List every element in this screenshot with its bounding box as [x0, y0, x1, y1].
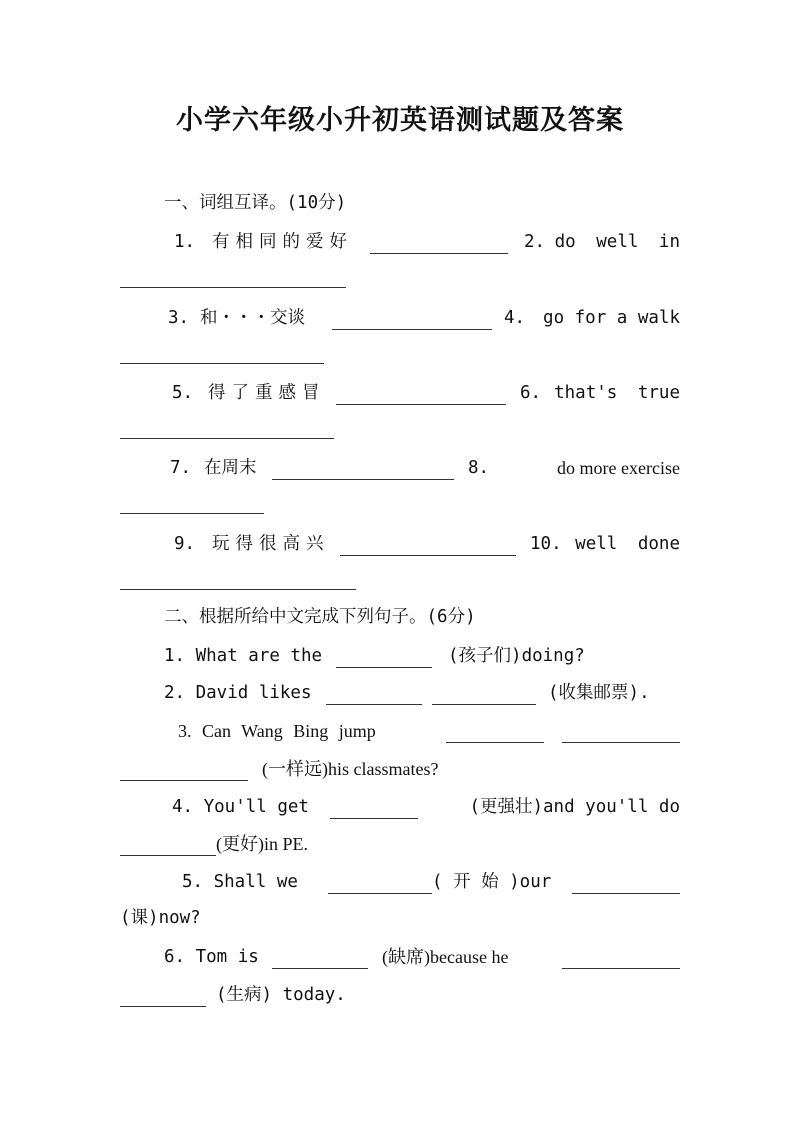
vocab-row-2-cont	[120, 344, 680, 372]
item-number: 8.	[468, 458, 490, 478]
answer-blank[interactable]	[332, 310, 492, 330]
sentence-4-cont	[120, 830, 680, 858]
answer-blank[interactable]	[336, 648, 432, 668]
sentence-3-cont	[120, 755, 680, 783]
sentence-text: (一样远)his classmates?	[262, 759, 439, 779]
item-text: that's true	[554, 383, 680, 403]
item-number: 7.	[170, 458, 192, 478]
sentence-text: 2. David likes	[164, 683, 312, 703]
item-number: 6.	[520, 383, 542, 403]
answer-blank[interactable]	[432, 685, 536, 705]
sentence-5	[120, 868, 680, 896]
vocab-row-1-cont	[120, 268, 680, 296]
answer-blank[interactable]	[120, 761, 248, 781]
sentence-text: (课)now?	[120, 908, 201, 928]
answer-blank[interactable]	[120, 268, 346, 288]
answer-blank[interactable]	[120, 836, 216, 856]
item-text: 玩得很高兴	[212, 534, 330, 554]
sentence-3	[120, 717, 680, 745]
item-number: 3.	[168, 308, 190, 328]
answer-blank[interactable]	[120, 987, 206, 1007]
answer-blank[interactable]	[340, 536, 516, 556]
document-title: 小学六年级小升初英语测试题及答案	[176, 105, 624, 136]
sentence-text: 5. Shall we	[182, 872, 298, 892]
sentence-text: (更强壮)and you'll do	[469, 797, 680, 817]
sentence-4	[120, 793, 680, 821]
item-text: 有相同的爱好	[212, 232, 353, 252]
vocab-row-4	[120, 454, 680, 482]
answer-blank[interactable]	[328, 874, 432, 894]
answer-blank[interactable]	[120, 570, 356, 590]
answer-blank[interactable]	[446, 723, 544, 743]
sentence-text: ( 开 始 )our	[432, 872, 552, 892]
answer-blank[interactable]	[562, 949, 680, 969]
item-text: well done	[575, 534, 680, 554]
section2-heading: 二、根据所给中文完成下列句子。(6分)	[164, 607, 476, 627]
sentence-text: (更好)in PE.	[216, 834, 308, 854]
vocab-row-3-cont	[120, 419, 680, 447]
sentence-2	[120, 679, 680, 707]
item-number: 1.	[174, 232, 196, 252]
vocab-row-4-cont	[120, 494, 680, 522]
vocab-row-2	[120, 304, 680, 332]
vocab-row-5-cont	[120, 570, 680, 598]
item-text: 在周末	[204, 458, 257, 478]
section1-heading: 一、词组互译。(10分)	[164, 193, 347, 213]
sentence-text: (孩子们)doing?	[448, 646, 585, 666]
answer-blank[interactable]	[120, 494, 264, 514]
sentence-text: 1. What are the	[164, 646, 323, 666]
item-number: 2.	[524, 232, 546, 252]
sentence-text: (缺席)because he	[382, 947, 509, 967]
answer-blank[interactable]	[336, 385, 506, 405]
sentence-text: (生病) today.	[216, 985, 346, 1005]
vocab-row-1	[120, 228, 680, 256]
item-text: go for a walk	[543, 308, 680, 328]
sentence-text: 4. You'll get	[172, 797, 309, 817]
sentence-5-cont	[120, 904, 680, 932]
answer-blank[interactable]	[370, 234, 508, 254]
answer-blank[interactable]	[272, 949, 368, 969]
vocab-row-5	[120, 530, 680, 558]
sentence-text: 6. Tom is	[164, 947, 259, 967]
vocab-row-3	[120, 379, 680, 407]
item-number: 10.	[530, 534, 562, 554]
sentence-text: 3. Can Wang Bing jump	[178, 721, 376, 741]
item-number: 4.	[504, 308, 526, 328]
item-text: 得了重感冒	[208, 383, 326, 403]
answer-blank[interactable]	[272, 460, 454, 480]
answer-blank[interactable]	[572, 874, 680, 894]
answer-blank[interactable]	[120, 344, 324, 364]
item-text: do well in	[554, 232, 680, 252]
sentence-6-cont	[120, 981, 680, 1009]
answer-blank[interactable]	[330, 799, 418, 819]
sentence-6	[120, 943, 680, 971]
item-number: 9.	[174, 534, 196, 554]
sentence-1	[120, 642, 680, 670]
item-text: 和・・・交谈	[200, 308, 305, 328]
item-number: 5.	[172, 383, 194, 403]
answer-blank[interactable]	[326, 685, 422, 705]
sentence-text: (收集邮票).	[548, 683, 650, 703]
item-text: do more exercise	[557, 458, 680, 478]
answer-blank[interactable]	[562, 723, 680, 743]
answer-blank[interactable]	[120, 419, 334, 439]
